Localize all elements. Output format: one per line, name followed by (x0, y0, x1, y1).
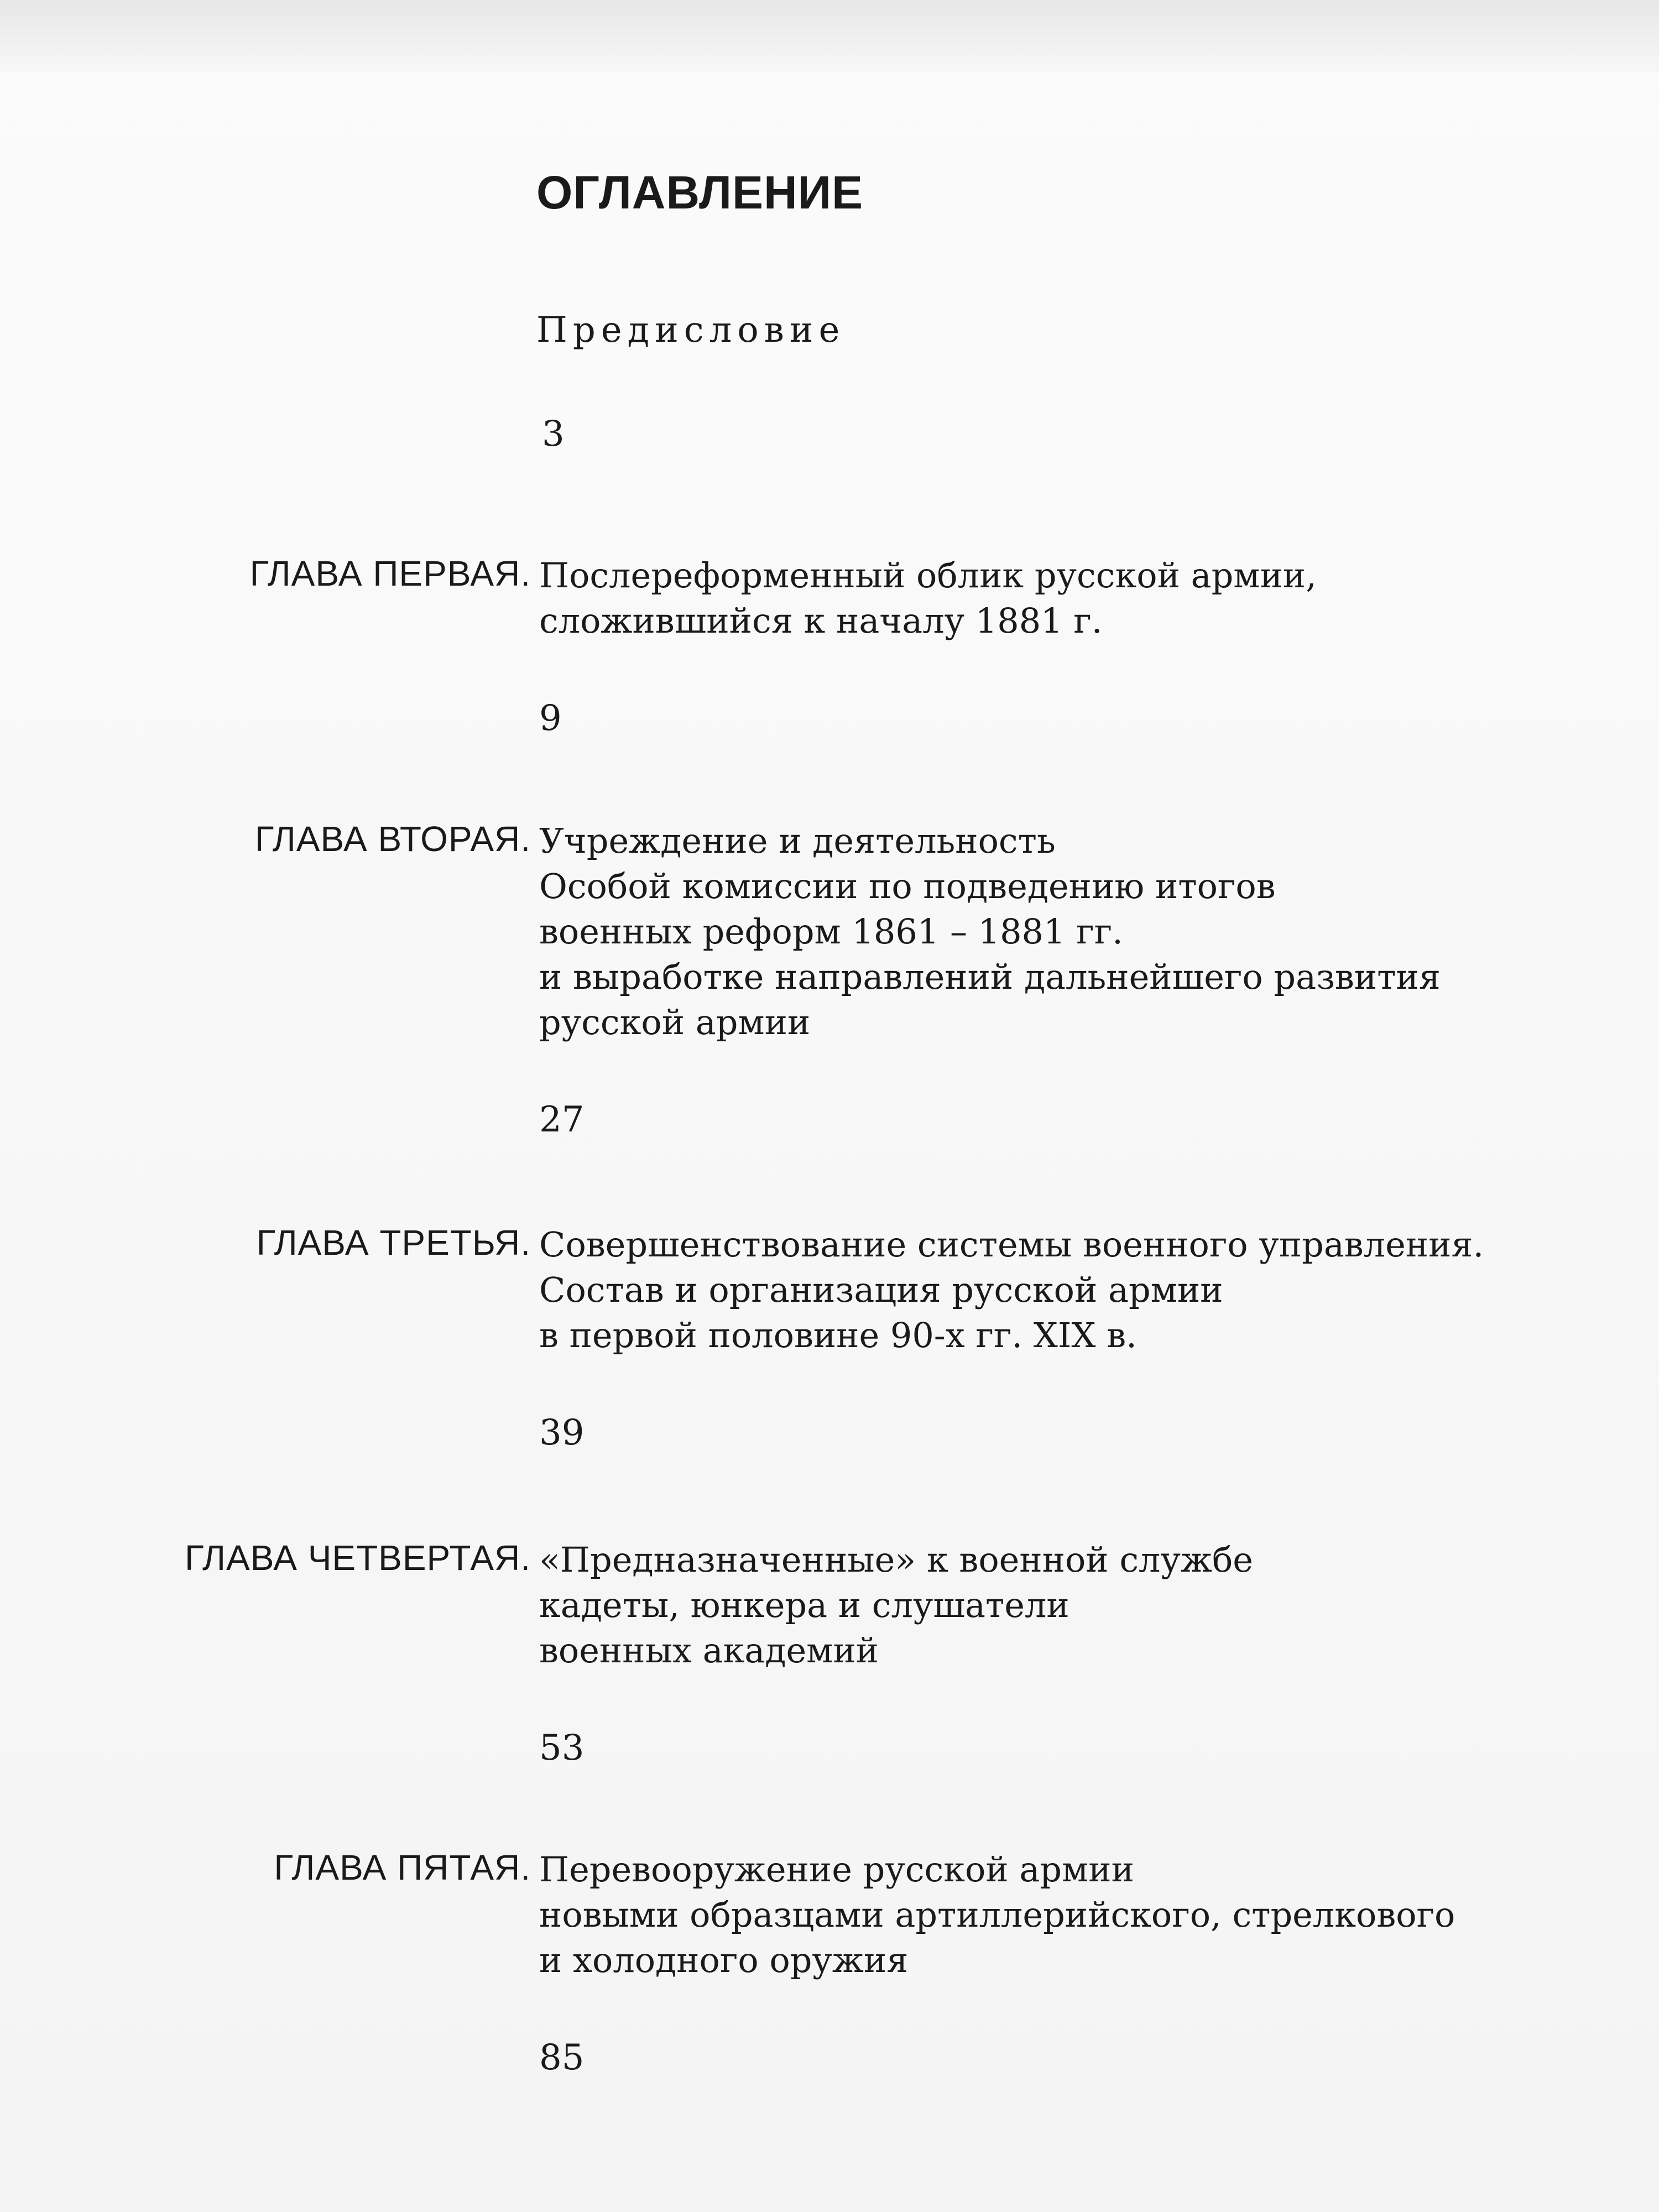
chapter-title-line: Послереформенный облик русской армии, (539, 555, 1317, 596)
chapter-title-line: русской армии (539, 1002, 811, 1042)
chapter-title-line: «Предназначенные» к военной службе (539, 1540, 1253, 1580)
chapter-title (539, 1847, 1618, 2078)
chapter-label: ГЛАВА ТРЕТЬЯ. (256, 1223, 531, 1262)
chapter-title-line: и холодного оружия (539, 1940, 909, 1980)
chapter-page-number: 53 (539, 1728, 585, 1768)
chapter-title-line: Состав и организация русской армии (539, 1270, 1223, 1310)
chapter-label: ГЛАВА ВТОРАЯ. (254, 819, 531, 859)
chapter-label: ГЛАВА ПЯТАЯ. (274, 1848, 531, 1887)
chapter-title-line: кадеты, юнкера и слушатели (539, 1585, 1070, 1625)
chapter-label: ГЛАВА ЧЕТВЕРТАЯ. (184, 1538, 531, 1578)
chapter-title-line: сложившийся к началу 1881 г. (539, 601, 1103, 641)
chapter-title (539, 818, 1618, 1140)
chapter-page-number: 9 (539, 698, 562, 739)
chapter-title-line: военных академий (539, 1630, 879, 1671)
chapter-title-line: военных реформ 1861 – 1881 гг. (539, 911, 1123, 952)
chapter-title (539, 553, 1618, 739)
preface-page-number: 3 (542, 414, 565, 455)
chapter-page-number: 85 (539, 2037, 585, 2078)
chapter-page-number: 27 (539, 1099, 585, 1140)
chapter-title-line: Совершенствование системы военного управления. (539, 1224, 1484, 1265)
chapter-title-line: новыми образцами артиллерийского, стрелкового (539, 1895, 1455, 1935)
page-top-edge (0, 0, 1659, 72)
chapter-title (539, 1222, 1618, 1453)
chapter-title (539, 1537, 1618, 1768)
preface-label: Предисловие (536, 310, 846, 351)
page-title: ОГЛАВЛЕНИЕ (536, 166, 864, 218)
chapter-title-line: Учреждение и деятельность (539, 821, 1056, 861)
chapter-title-line: Перевооружение русской армии (539, 1849, 1134, 1890)
chapter-page-number: 39 (539, 1412, 585, 1453)
chapter-title-line: и выработке направлений дальнейшего развития (539, 957, 1441, 997)
chapter-title-line: Особой комиссии по подведению итогов (539, 866, 1276, 906)
chapter-label: ГЛАВА ПЕРВАЯ. (249, 554, 531, 593)
chapter-title-line: в первой половине 90-х гг. XIX в. (539, 1315, 1137, 1355)
